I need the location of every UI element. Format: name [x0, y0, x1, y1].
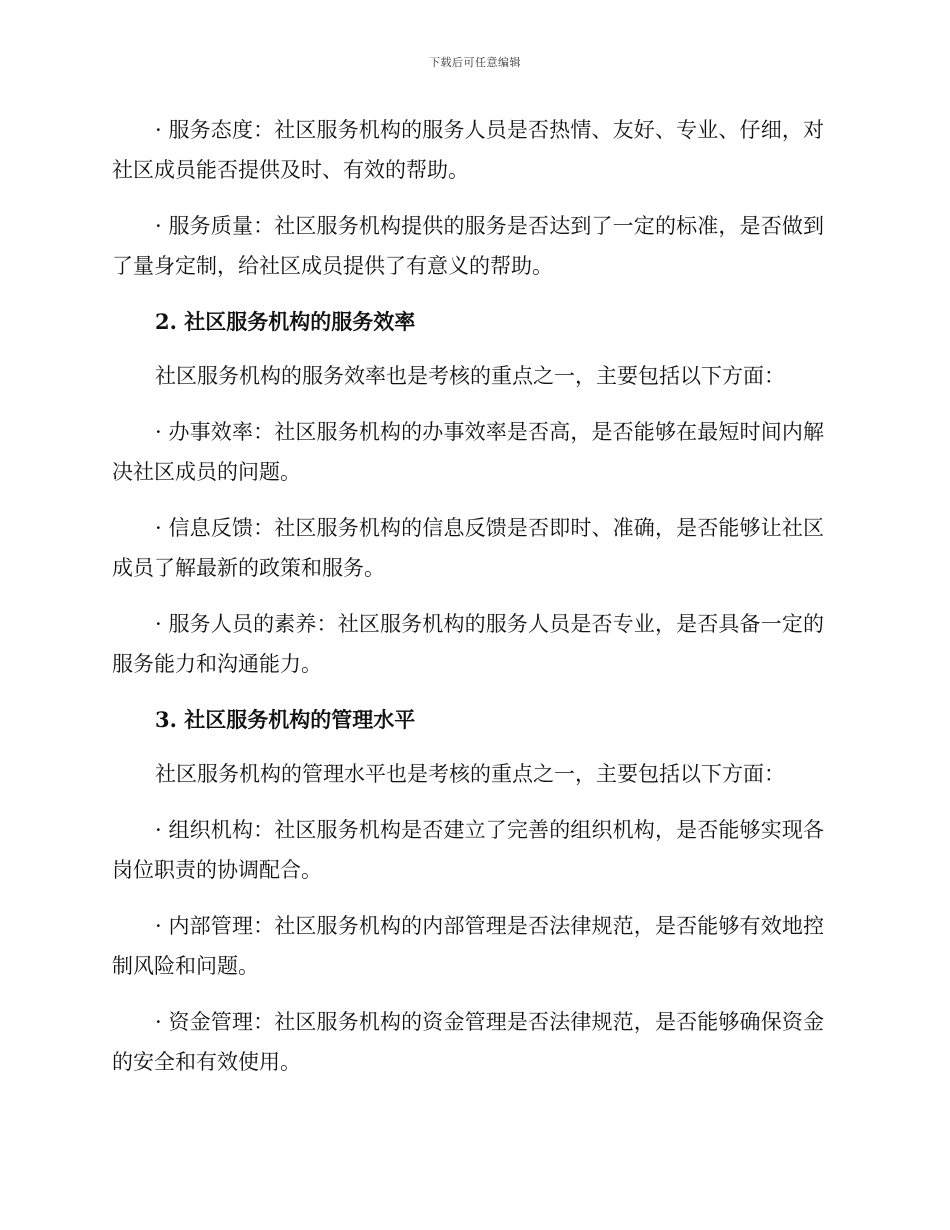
page-header: 下载后可任意编辑 [429, 56, 521, 69]
document-body [112, 110, 824, 1098]
paragraph-internal-management: · 内部管理：社区服务机构的内部管理是否法律规范，是否能够有效地控制风险和问题。 [112, 914, 824, 978]
section-heading-efficiency: 2. 社区服务机构的服务效率 [155, 309, 416, 334]
paragraph-fund-management: · 资金管理：社区服务机构的资金管理是否法律规范，是否能够确保资金的安全和有效使用。 [112, 1010, 824, 1074]
section-intro-efficiency: 社区服务机构的服务效率也是考核的重点之一，主要包括以下方面： [155, 364, 785, 388]
section-heading-management: 3. 社区服务机构的管理水平 [155, 707, 416, 732]
paragraph-service-attitude: · 服务态度：社区服务机构的服务人员是否热情、友好、专业、仔细，对社区成员能否提供及时、有效的帮助。 [112, 118, 824, 182]
paragraph-service-quality: · 服务质量：社区服务机构提供的服务是否达到了一定的标准，是否做到了量身定制，给社区成员提供了有意义的帮助。 [112, 214, 824, 278]
paragraph-info-feedback: · 信息反馈：社区服务机构的信息反馈是否即时、准确，是否能够让社区成员了解最新的政策和服务。 [112, 516, 824, 580]
section-intro-management: 社区服务机构的管理水平也是考核的重点之一，主要包括以下方面： [155, 762, 785, 786]
paragraph-organization: · 组织机构：社区服务机构是否建立了完善的组织机构，是否能够实现各岗位职责的协调配合。 [112, 818, 824, 882]
paragraph-staff-quality: · 服务人员的素养：社区服务机构的服务人员是否专业，是否具备一定的服务能力和沟通能力。 [112, 612, 824, 676]
paragraph-work-efficiency: · 办事效率：社区服务机构的办事效率是否高，是否能够在最短时间内解决社区成员的问题。 [112, 420, 824, 484]
